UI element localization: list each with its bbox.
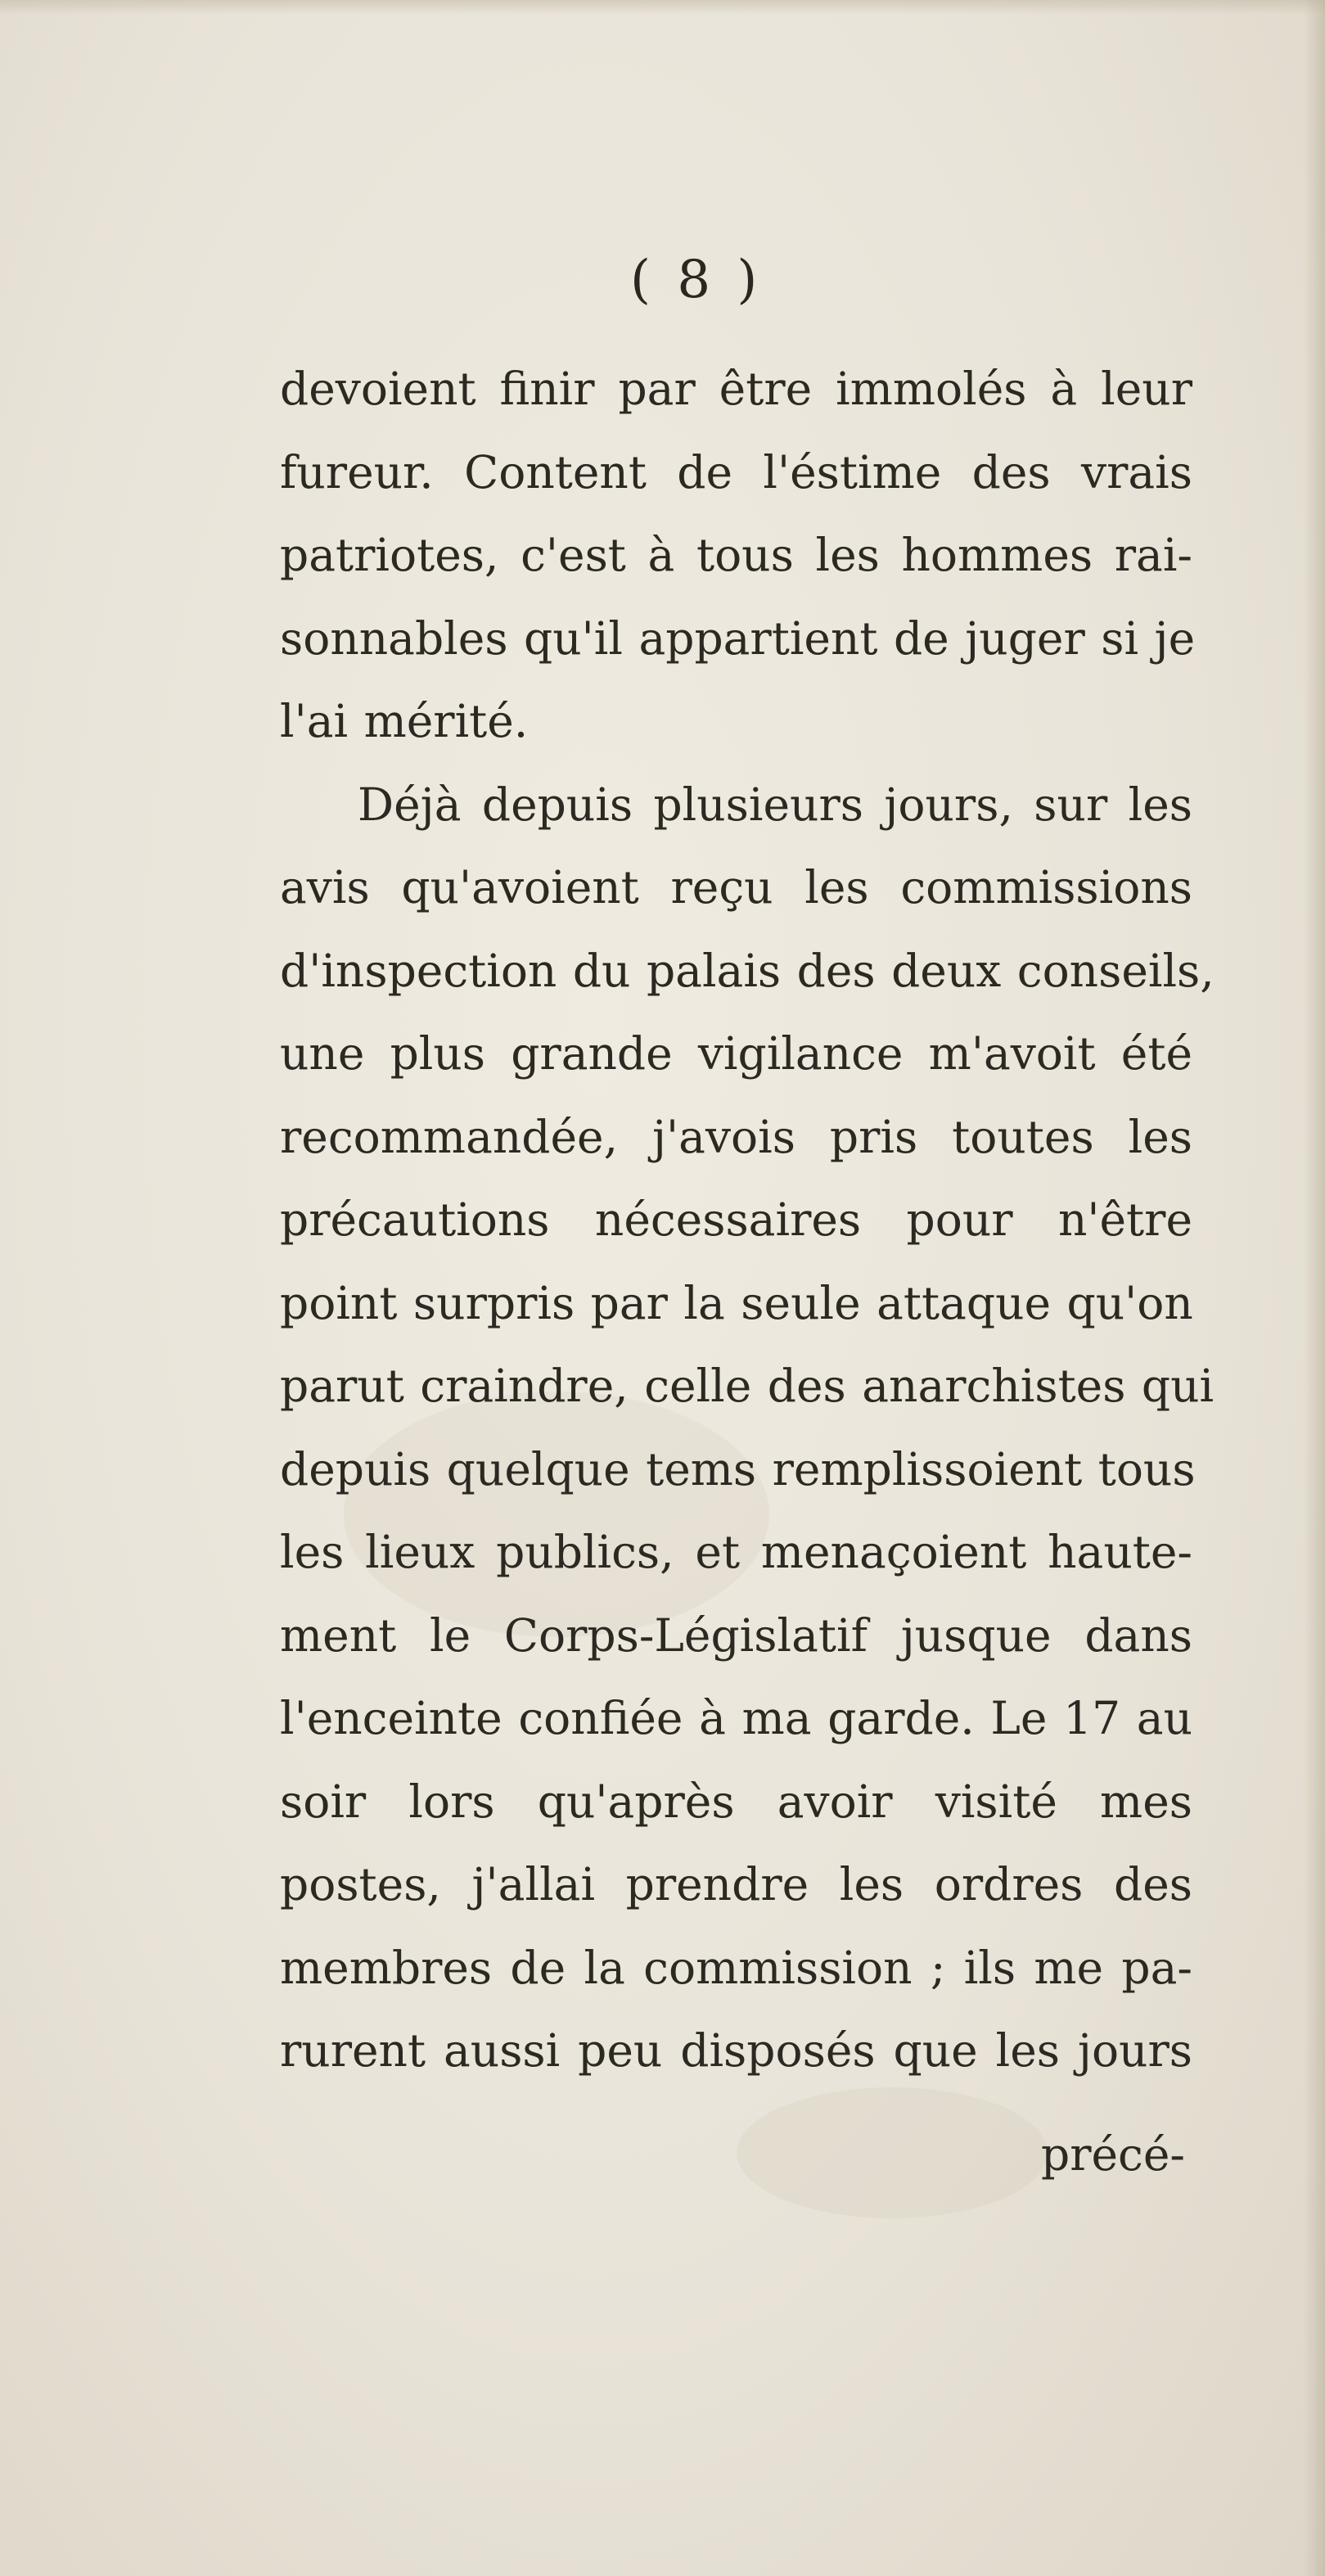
text-line: rurent aussi peu disposés que les jours xyxy=(280,2024,1192,2077)
text-line: l'ai mérité. xyxy=(280,695,529,747)
body-text xyxy=(280,348,1215,2093)
text-line: membres de la commission ; ils me pa- xyxy=(280,1941,1192,1994)
text-line: parut craindre, celle des anarchistes qui xyxy=(280,1360,1215,1412)
text-line: une plus grande vigilance m'avoit été xyxy=(280,1027,1192,1080)
text-line: soir lors qu'après avoir visité mes xyxy=(280,1775,1192,1828)
text-line: depuis quelque tems remplissoient tous xyxy=(280,1442,1196,1496)
text-line: les lieux publics, et menaçoient haute- xyxy=(280,1526,1192,1578)
text-line: postes, j'allai prendre les ordres des xyxy=(280,1858,1192,1911)
page-top-edge xyxy=(0,0,1325,15)
text-line: l'enceinte confiée à ma garde. Le 17 au xyxy=(280,1692,1192,1744)
text-line: fureur. Content de l'éstime des vrais xyxy=(280,445,1192,499)
page-number: ( 8 ) xyxy=(630,250,763,310)
text-line: patriotes, c'est à tous les hommes rai- xyxy=(280,529,1192,581)
paper-stain xyxy=(737,2087,1048,2218)
text-line: précautions nécessaires pour n'être xyxy=(280,1193,1192,1246)
text-line: devoient finir par être immolés à leur xyxy=(280,363,1192,415)
text-line: recommandée, j'avois pris toutes les xyxy=(280,1110,1192,1163)
catchword: précé- xyxy=(1041,2128,1185,2181)
paragraph-first-line: Déjà depuis plusieurs jours, sur les xyxy=(358,778,1192,831)
text-line: ment le Corps-Législatif jusque dans xyxy=(280,1608,1192,1662)
page-right-edge xyxy=(1304,0,1325,2576)
text-line: d'inspection du palais des deux conseils, xyxy=(280,944,1215,997)
text-line: avis qu'avoient reçu les commissions xyxy=(280,861,1192,914)
text-line: sonnables qu'il appartient de juger si je xyxy=(280,611,1196,665)
text-line: point surpris par la seule attaque qu'on xyxy=(280,1276,1193,1329)
